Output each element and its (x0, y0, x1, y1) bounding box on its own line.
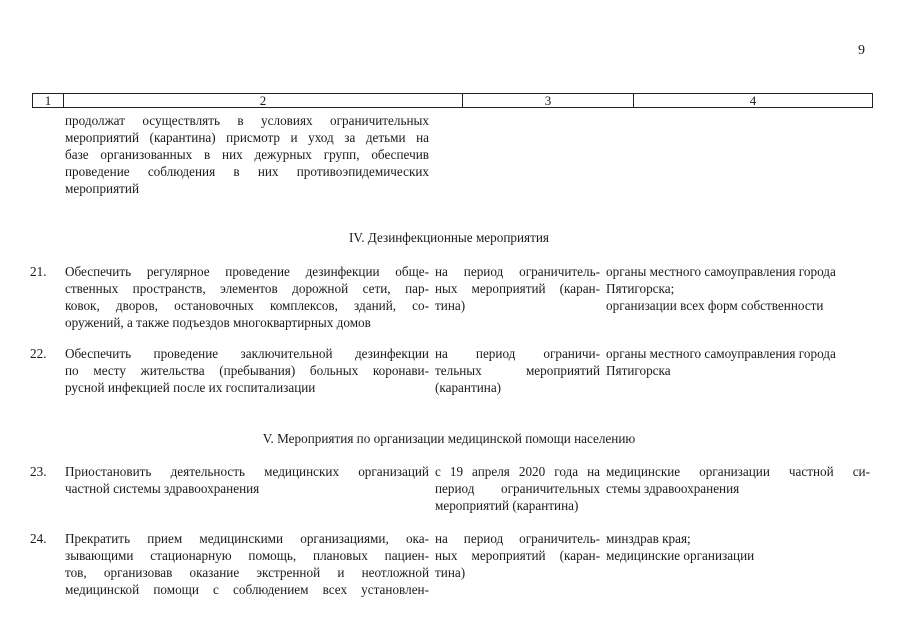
page-number: 9 (858, 43, 865, 58)
responsible-cell (606, 463, 870, 497)
text-line: мероприятий (карантина) присмотр и уход за детьми на (65, 130, 429, 145)
text-line: по месту жительства (пребывания) больных коронави- (65, 363, 429, 378)
section-title-v: V. Мероприятия по организации медицинской помощи населению (262, 431, 636, 446)
text-line: Пятигорска; (606, 281, 675, 296)
responsible-cell (606, 530, 870, 564)
text-line: Приостановить деятельность медицинских организаций (65, 464, 429, 479)
text-line: Прекратить прием медицинскими организациями, ока- (65, 531, 429, 546)
row-number: 23. (30, 464, 47, 479)
text-line: с 19 апреля 2020 года на (435, 464, 600, 479)
text-line: тина) (435, 298, 466, 313)
text-line: ных мероприятий (каран- (435, 548, 600, 563)
row-number: 21. (30, 264, 47, 279)
text-line: тов, организовав оказание экстренной и неотложной (65, 565, 429, 580)
text-line: на период ограничи- (435, 346, 600, 361)
text-line: стемы здравоохранения (606, 481, 740, 496)
text-line: медицинские организации частной си- (606, 464, 870, 479)
period-cell (435, 345, 600, 396)
text-line: базе организованных в них дежурных групп, обеспечив (65, 147, 429, 162)
text-line: русной инфекцией после их госпитализации (65, 380, 316, 395)
text-line: Обеспечить проведение заключительной дезинфекции (65, 346, 429, 361)
continued-measure-text (65, 112, 429, 197)
measure-cell (65, 463, 429, 497)
text-line: частной системы здравоохранения (65, 481, 260, 496)
header-col-1: 1 (33, 94, 64, 107)
responsible-cell (606, 345, 870, 379)
text-line: ковок, дворов, остановочных комплексов, зданий, со- (65, 298, 429, 313)
row-number: 22. (30, 346, 47, 361)
measure-cell (65, 530, 429, 598)
text-line: оружений, а также подъездов многоквартирных домов (65, 315, 371, 330)
text-line: ственных пространств, элементов дорожной сети, пар- (65, 281, 429, 296)
text-line: Обеспечить регулярное проведение дезинфекции обще- (65, 264, 429, 279)
text-line: на период ограничитель- (435, 531, 600, 546)
text-line: организации всех форм собственности (606, 298, 824, 313)
header-col-3: 3 (463, 94, 634, 107)
measure-cell (65, 345, 429, 396)
text-line: органы местного самоуправления города (606, 346, 836, 361)
text-line: мероприятий (65, 181, 140, 196)
section-title-iv: IV. Дезинфекционные мероприятия (349, 230, 549, 245)
text-line: органы местного самоуправления города (606, 264, 836, 279)
period-cell (435, 263, 600, 314)
text-line: проведение соблюдения в них противоэпидемических (65, 164, 429, 179)
text-line: тельных мероприятий (435, 363, 600, 378)
period-cell (435, 463, 600, 514)
text-line: ных мероприятий (каран- (435, 281, 600, 296)
text-line: зывающими стационарную помощь, плановых пациен- (65, 548, 429, 563)
table-header-row (32, 93, 873, 108)
measure-cell (65, 263, 429, 331)
text-line: продолжат осуществлять в условиях ограничительных (65, 113, 429, 128)
responsible-cell (606, 263, 870, 314)
text-line: период ограничительных (435, 481, 600, 496)
period-cell (435, 530, 600, 581)
text-line: минздрав края; (606, 531, 691, 546)
header-col-4: 4 (749, 93, 757, 108)
text-line: медицинские организации (606, 548, 755, 563)
text-line: Пятигорска (606, 363, 671, 378)
text-line: мероприятий (карантина) (435, 498, 579, 513)
text-line: на период ограничитель- (435, 264, 600, 279)
text-line: (карантина) (435, 380, 502, 395)
row-number: 24. (30, 531, 47, 546)
header-col-2: 2 (64, 94, 463, 107)
text-line: медицинской помощи с соблюдением всех установлен- (65, 582, 429, 597)
text-line: тина) (435, 565, 466, 580)
